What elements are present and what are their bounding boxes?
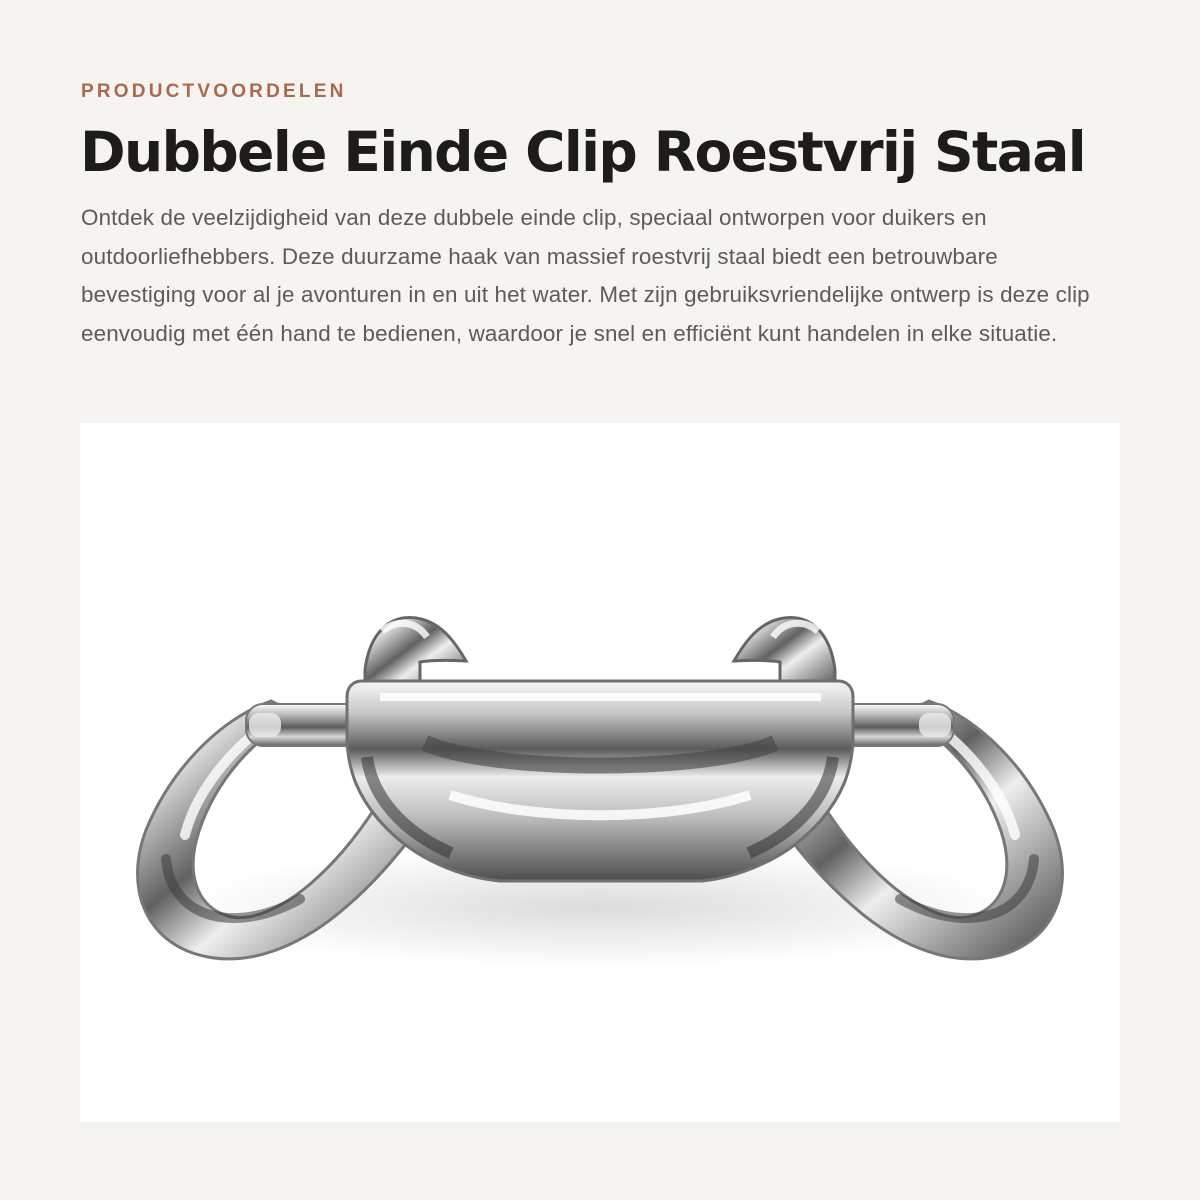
product-description: Ontdek de veelzijdigheid van deze dubbele einde clip, speciaal ontworpen voor duikers en outdoorliefhebbers. Deze duurzame haak van massief roestvrij staal biedt een betrouwbare bevestiging voor al je avonturen in en uit het water. Met zijn gebruiksvriendelijke ontwerp is deze clip eenvoudig met één hand te bedienen, waardoor je snel en efficiënt kunt handelen in elke situatie.	[81, 205, 1090, 346]
product-title: Dubbele Einde Clip Roestvrij Staal	[80, 120, 1086, 184]
section-eyebrow: PRODUCTVOORDELEN	[81, 81, 347, 102]
double-end-snap-clip-image	[80, 423, 1120, 1122]
product-image-panel	[80, 423, 1120, 1122]
